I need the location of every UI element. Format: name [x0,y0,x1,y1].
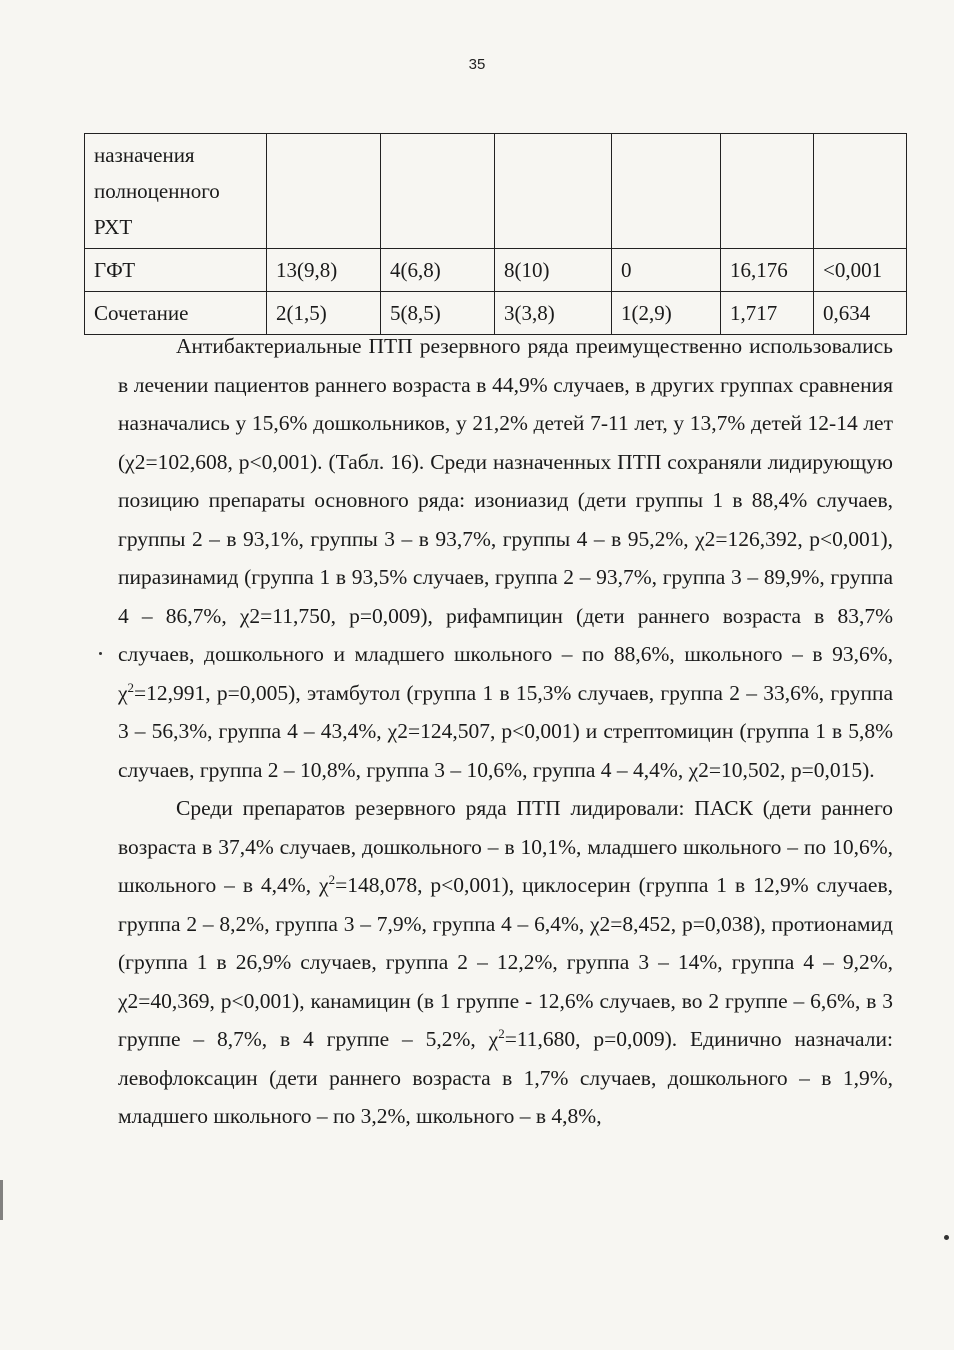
table-cell: 8(10) [495,249,612,292]
superscript: 2 [498,1026,505,1041]
paragraph [118,327,893,789]
table-row [85,249,907,292]
table-cell: 0 [612,249,721,292]
table-row-label: Сочетание [85,292,267,335]
data-table [84,133,907,335]
table-cell: <0,001 [814,249,907,292]
table-row [85,134,907,249]
table-cell: 13(9,8) [267,249,381,292]
superscript: 2 [328,872,336,887]
paragraph-text: =12,991, p=0,005), этамбутол (группа 1 в 15,3% случаев, группа 2 – 33,6%, группа 3 – 56,3%, группа 4 – 43,4%, χ2=124,507, p<0,001) и стрептомицин (группа 1 в 5,8% случаев, группа 2 – 10,8%, группа 3 – 10,6%, группа 4 – 4,4%, χ2=10,502, p=0,015). [118,680,893,782]
body-text [118,327,893,1136]
table-cell: 16,176 [721,249,814,292]
paragraph [118,789,893,1136]
superscript: 2 [127,679,135,695]
page-number: 35 [468,56,486,73]
table-cell: 1(2,9) [612,292,721,335]
table-cell: 2(1,5) [267,292,381,335]
table-cell: 5(8,5) [381,292,495,335]
table-cell: 3(3,8) [495,292,612,335]
table-cell [381,134,495,249]
label-line: полноценного [94,179,220,203]
table-cell: 1,717 [721,292,814,335]
table-cell [267,134,381,249]
scan-dot [944,1235,949,1240]
paragraph-text: Антибактериальные ПТП резервного ряда преимущественно использовались в лечении пациентов раннего возраста в 44,9% случаев, в других группах сравнения назначались у 15,6% дошкольников, у 21,2% детей 7-11 лет, у 13,7% детей 12-14 лет (χ2=102,608, p<0,001). (Табл. 16). Среди назначенных ПТП сохраняли лидирующую позицию препараты основного ряда: изониазид (дети группы 1 в 88,4% случаев, группы 2 – в 93,1%, группы 3 – в 93,7%, группы 4 – в 95,2%, χ2=126,392, p<0,001), пиразинамид (группа 1 в 93,5% случаев, группа 2 – 93,7%, группа 3 – 89,9%, группа 4 – 86,7%, χ2=11,750, p=0,009), рифампицин (дети раннего возраста в 83,7% случаев, дошкольного и младшего школьного – по 88,6%, школьного – в 93,6%, χ [118,334,893,705]
table-cell: 4(6,8) [381,249,495,292]
paragraph-text: =148,078, p<0,001), циклосерин (группа 1 в 12,9% случаев, группа 2 – 8,2%, группа 3 – 7,9%, группа 4 – 6,4%, χ2=8,452, p=0,038), протионамид (группа 1 в 26,9% случаев, группа 2 – 12,2%, группа 3 – 14%, группа 4 – 9,2%, χ2=40,369, p<0,001), канамицин (в 1 группе - 12,6% случаев, во 2 группе – 6,6%, в 3 группе – 8,7%, в 4 группе – 5,2%, χ [118,873,893,1051]
table-cell [495,134,612,249]
table-cell: 0,634 [814,292,907,335]
scan-dot [99,652,102,655]
scan-edge [0,1180,3,1220]
paragraph-text: Среди препаратов резервного ряда ПТП лидировали: ПАСК (дети раннего возраста в 37,4% случаев, дошкольного – в 10,1%, младшего школьного – по 10,6%, школьного – в 4,4%, χ [118,796,893,897]
paragraph-text: =11,680, p=0,009). Единично назначали: левофлоксацин (дети раннего возраста в 1,7% случаев, дошкольного – в 1,9%, младшего школьного – по 3,2%, школьного – в 4,8%, [118,1027,893,1128]
table-cell [721,134,814,249]
table-cell [612,134,721,249]
label-line: РХТ [94,215,133,239]
table-cell [814,134,907,249]
table-row-label: ГФТ [85,249,267,292]
table-row-label [85,134,267,249]
label-line: назначения [94,143,195,167]
